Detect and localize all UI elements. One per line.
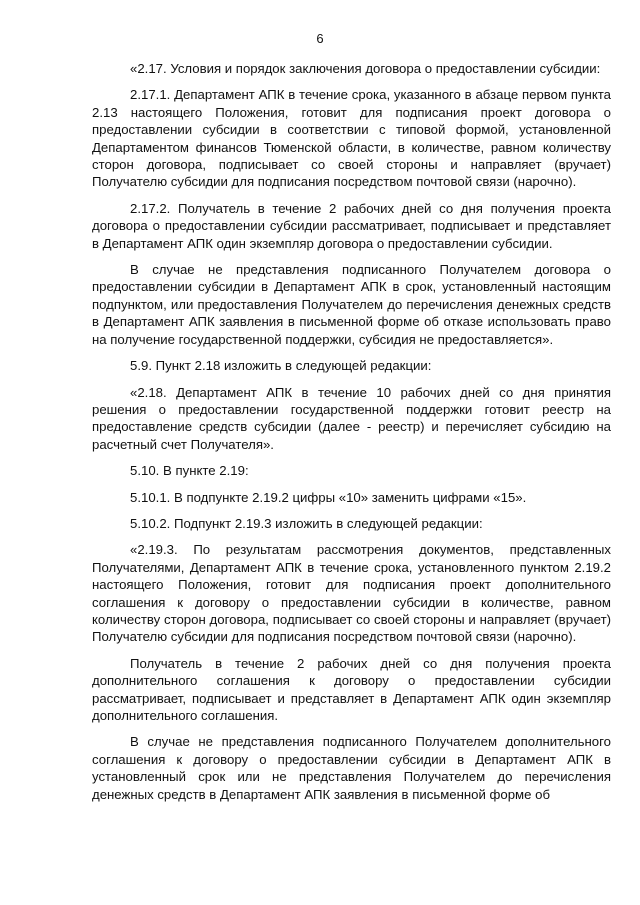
document-body — [92, 60, 611, 803]
paragraph-non-submission: В случае не представления подписанного Получателем дополнительного соглашения к договору о предоставлении субсидии в Департамент АПК в установленный срок или не представления Получателем до перечисления денежных средств в Департамент АПК заявления в письменной форме об — [92, 734, 611, 802]
paragraph-5-9: 5.9. Пункт 2.18 изложить в следующей редакции: — [130, 358, 432, 374]
paragraph-2-19-3: «2.19.3. По результатам рассмотрения документов, представленных Получателями, Департамент АПК в течение срока, установленного пунктом 2.19.2 настоящего Положения, готовит для подписания проект дополнительного соглашения к договору о предоставлении субсидии в количестве, равном количеству сторон договора, подписывает со своей стороны и направляет (вручает) Получателю субсидии для подписания посредством почтовой связи (нарочно). — [92, 542, 611, 645]
paragraph-2-17-1: 2.17.1. Департамент АПК в течение срока, указанного в абзаце первом пункта 2.13 настоящего Положения, готовит для подписания проект договора о предоставлении субсидии в соответствии с типовой формой, установленной Департаментом финансов Тюменской области, в количестве, равном количеству сторон договора, подписывает со своей стороны и направляет (вручает) Получателю субсидии для подписания посредством почтовой связи (нарочно). — [92, 87, 611, 190]
paragraph-5-10-1: 5.10.1. В подпункте 2.19.2 цифры «10» заменить цифрами «15». — [130, 489, 527, 505]
paragraph-recipient-review: Получатель в течение 2 рабочих дней со дня получения проекта дополнительного соглашения к договору о предоставлении субсидии рассматривает, подписывает и представляет в Департамент АПК один экземпляр дополнительного соглашения. — [92, 655, 611, 723]
paragraph-2-17: «2.17. Условия и порядок заключения договора о предоставлении субсидии: — [130, 61, 601, 76]
paragraph-2-18: «2.18. Департамент АПК в течение 10 рабочих дней со дня принятия решения о предоставлении государственной поддержки готовит реестр на предоставление средств субсидии (далее - реестр) и перечисляет субсидию на расчетный счет Получателя». — [92, 384, 611, 452]
page-number: 6 — [316, 31, 324, 46]
paragraph-2-17-2: 2.17.2. Получатель в течение 2 рабочих дней со дня получения проекта договора о предоставлении субсидии рассматривает, подписывает и представляет в Департамент АПК один экземпляр договора о предоставлении субсидии. — [92, 200, 611, 251]
paragraph-5-10-2: 5.10.2. Подпункт 2.19.3 изложить в следующей редакции: — [130, 515, 483, 531]
paragraph-refusal-clause: В случае не представления подписанного Получателем договора о предоставлении субсидии в Департамент АПК в срок, установленный настоящим подпунктом, или предоставления Получателем до перечисления денежных средств в Департамент АПК заявления в письменной форме об отказе использовать право на получение государственной поддержки, субсидия не предоставляется». — [92, 262, 611, 347]
paragraph-5-10: 5.10. В пункте 2.19: — [130, 463, 249, 479]
